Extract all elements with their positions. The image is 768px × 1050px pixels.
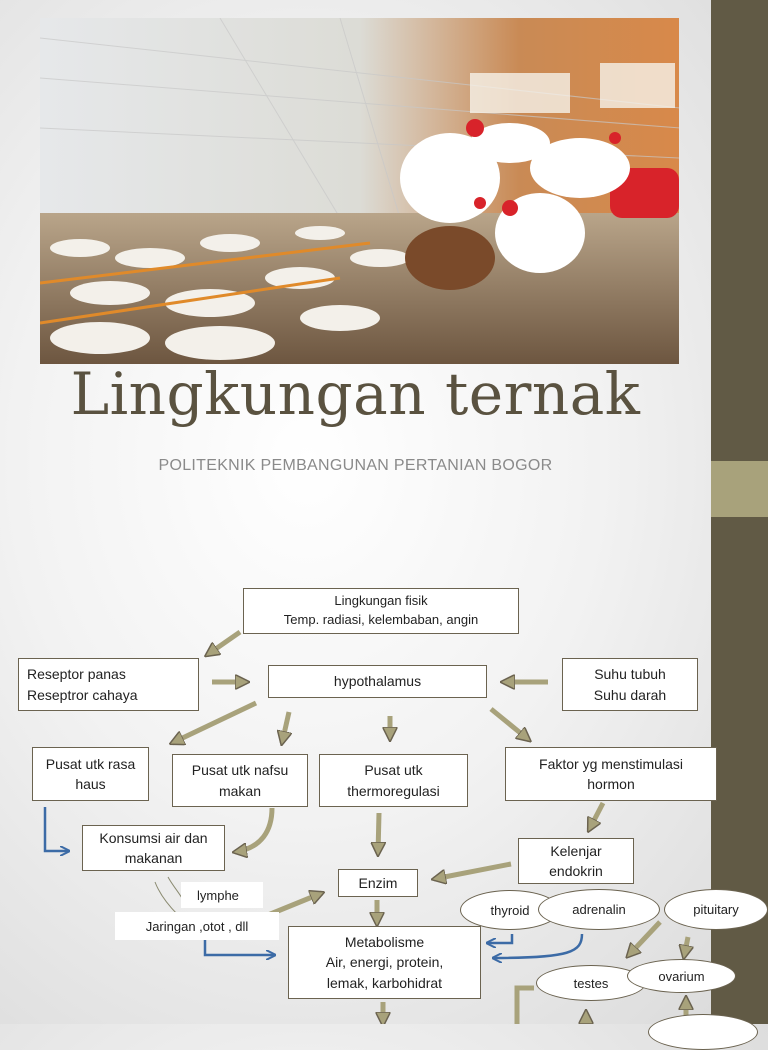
sidebar-accent (711, 461, 768, 517)
ellipse-adrenalin: adrenalin (538, 889, 660, 930)
arrow-pituitary-to-testes (628, 922, 660, 956)
arrow-kelenjar-to-enzim (434, 864, 511, 879)
ellipse-ovarium: ovarium (627, 959, 736, 993)
bracket-line (517, 988, 534, 1024)
box-reseptor: Reseptor panas Reseptror cahaya (18, 658, 199, 711)
ellipse-thyroid: thyroid (460, 890, 560, 930)
box-pusat-thermo: Pusat utk thermoregulasi (319, 754, 468, 807)
slide-title: Lingkungan ternak (70, 360, 641, 428)
box-lingkungan-fisik: Lingkungan fisik Temp. radiasi, kelembaban, angin (243, 588, 519, 634)
box-faktor: Faktor yg menstimulasi hormon (505, 747, 717, 801)
ellipse-partial-bottom (648, 1014, 758, 1050)
label-lymphe: lymphe (181, 882, 263, 908)
box-metabolisme: Metabolisme Air, energi, protein, lemak, karbohidrat (288, 926, 481, 999)
arrow-hypo-to-faktor (491, 709, 529, 740)
arrow-faktor-to-kelenjar (589, 803, 603, 830)
box-kelenjar: Kelenjar endokrin (518, 838, 634, 884)
arrow-hypo-to-nafsu (282, 712, 289, 743)
box-suhu: Suhu tubuh Suhu darah (562, 658, 698, 711)
arrow-thermo-to-enzim (378, 813, 379, 854)
box-pusat-haus: Pusat utk rasa haus (32, 747, 149, 801)
box-hypothalamus: hypothalamus (268, 665, 487, 698)
arrow-fisik-to-reseptor (207, 632, 240, 655)
arrow-nafsu-to-konsumsi (235, 808, 272, 852)
poultry-house-photo (40, 18, 679, 364)
arrow-pituitary-to-ovarium (684, 937, 688, 957)
arrow-jaringan-to-metabolisme (205, 940, 274, 955)
arrow-thyroid-to-metabolisme (488, 934, 512, 943)
ellipse-testes: testes (536, 965, 646, 1001)
label-jaringan: Jaringan ,otot , dll (115, 912, 279, 940)
box-pusat-nafsu: Pusat utk nafsu makan (172, 754, 308, 807)
slide-subtitle: POLITEKNIK PEMBANGUNAN PERTANIAN BOGOR (158, 457, 553, 474)
box-enzim: Enzim (338, 869, 418, 897)
arrow-haus-to-konsumsi (45, 807, 68, 851)
ellipse-pituitary: pituitary (664, 889, 768, 930)
arrow-adrenalin-to-metabolisme (494, 934, 582, 958)
box-konsumsi: Konsumsi air dan makanan (82, 825, 225, 871)
